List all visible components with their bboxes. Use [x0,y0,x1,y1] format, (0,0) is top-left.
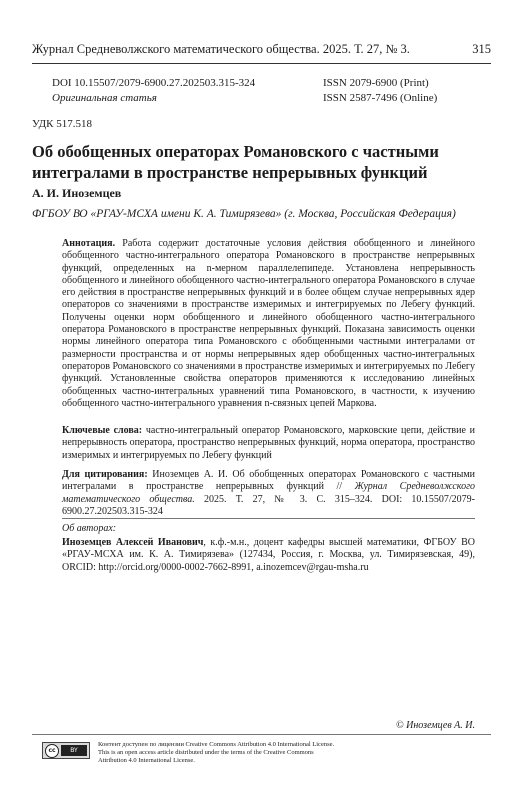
cc-icon: cc [45,744,59,758]
citation [62,469,475,518]
about-author-name: Иноземцев Алексей Иванович [62,537,204,548]
article-meta [52,76,471,106]
page-number: 315 [472,42,491,56]
license-line: Контент доступен по лицензии Creative Commons Attribution 4.0 International License. [98,741,335,748]
footer-rule [32,734,491,735]
article-type: Оригинальная статья [52,92,157,104]
about-author-text: , к.ф.-м.н., доцент кафедры высшей математики, ФГБОУ ВО «РГАУ-МСХА им. К. А. Тимирязева» (127434, Россия, г. Москва, ул. Тимирязевская, 49), ORCID: http://orcid.org/0000-0002-7662-8991, a.inozemcev@rgau-msha.ru [62,537,475,573]
article-title: Об обобщенных операторах Романовского с частными интегралами в пространстве непрерывных функций [32,142,439,182]
issn-print: ISSN 2079-6900 (Print) [323,77,429,89]
citation-text: Иноземцев А. И. Об обобщенных операторах Романовского с частными интегралами в пространстве непрерывных функций // [62,469,476,493]
about-divider [62,518,475,519]
header-rule [32,63,491,64]
license-text [98,741,418,766]
doi[interactable]: DOI 10.15507/2079-6900.27.202503.315-324 [52,77,256,89]
keywords [62,425,475,462]
affiliation: ФГБОУ ВО «РГАУ-МСХА имени К. А. Тимирязева» (г. Москва, Российская Федерация) [32,208,456,220]
by-icon: BY [61,745,87,756]
journal-name: Журнал Средневолжского математического общества. 2025. Т. 27, № 3. [32,42,410,56]
about-label: Об авторах: [62,523,117,534]
license-line: Attribution 4.0 International License. [98,757,195,765]
abstract-label: Аннотация. [62,238,116,249]
cc-by-license-badge[interactable] [42,742,90,759]
about-author [62,537,475,574]
abstract-text: Работа содержит достаточные условия действия обобщенного и линейного обобщенного частно-интегрального оператора Романовского в пространстве непрерывных функций, определенных на n-мерном параллелепипеде. Установлена непрерывность обобщенного и линейного обобщенного частно-интегрального оператора Романовского в случае его действия в пространстве непрерывных функций и в более общем случае непрерывных ядер операторов со значениями в пространстве измеримых и интегрируемых по Лебегу функций. Получены оценки норм обобщенного и линейного обобщенного частно-интегрального оператора Романовского в пространстве непрерывных функций. Показана зависимость оценки нормы линейного оператора типа Романовского с обобщенными частными интегралами от размерности пространства и от нормы непрерывных ядер обобщенных частно-интегральных операторов Романовского со значениями в пространстве измеримых и интегрируемых по Лебегу функций. Установленные свойства операторов применяются к исследованию линейных обобщенных частно-интегральных уравнений типа Романовского, в частности, к изучению обобщенного частно-интегрального уравнения n-связных цепей Маркова. [62,238,475,409]
udk-code: УДК 517.518 [32,118,93,130]
copyright: © Иноземцев А. И. [396,720,475,731]
issn-online: ISSN 2587-7496 (Online) [323,92,438,104]
license-line: This is an open access article distributed under the terms of the Creative Commons [98,749,314,757]
citation-label: Для цитирования: [62,469,148,480]
keywords-text: частно-интегральный оператор Романовского, марковские цепи, действие и непрерывность оператора, пространство непрерывных функций, норма оператора, пространство измеримых и интегрируемых по Лебегу функций [62,425,475,461]
running-header [32,42,491,57]
author-name: А. И. Иноземцев [32,186,122,200]
keywords-label: Ключевые слова: [62,425,143,436]
citation-journal: Журнал Средневолжского математического общества. [62,481,475,505]
abstract [62,238,475,410]
citation-tail: 2025. Т. 27, № 3. С. 315–324. DOI: 10.15507/2079-6900.27.202503.315-324 [62,493,476,517]
